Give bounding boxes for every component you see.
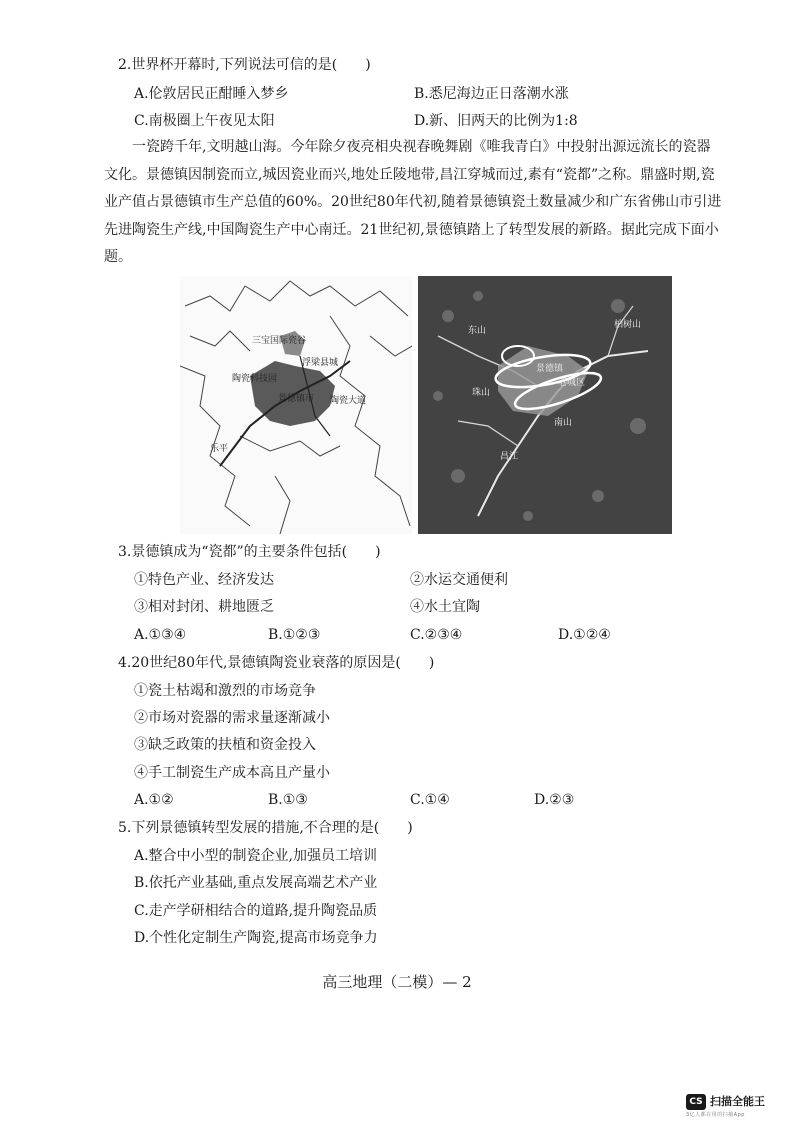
question-2-stem: 2.世界杯开幕时,下列说法可信的是( ) [118, 57, 371, 73]
map-label-zhushan: 珠山 [472, 388, 491, 398]
question-3-option-d: D.①②④ [558, 627, 611, 643]
map-label-sanbao: 三宝国际瓷谷 [252, 336, 307, 346]
question-5-option-d: D.个性化定制生产陶瓷,提高市场竞争力 [134, 930, 378, 946]
question-4-statement-4: ④手工制瓷生产成本高且产量小 [134, 765, 330, 781]
question-3-option-c: C.②③④ [410, 627, 463, 643]
map-label-baishushan: 柏树山 [614, 320, 642, 330]
question-4-option-d: D.②③ [534, 792, 575, 808]
question-5-stem: 5.下列景德镇转型发展的措施,不合理的是( ) [118, 820, 413, 836]
question-5-option-a: A.整合中小型的制瓷企业,加强员工培训 [134, 848, 378, 864]
question-3-statement-2: ②水运交通便利 [410, 572, 508, 588]
question-2-option-c: C.南极圈上午夜见太阳 [134, 113, 275, 129]
map-label-leping: 乐平 [210, 444, 229, 454]
map-label-keji: 陶瓷科技园 [232, 374, 278, 384]
question-4-option-a: A.①② [134, 792, 174, 808]
brand-name: 扫描全能王 [710, 1095, 765, 1108]
question-4-statement-3: ③缺乏政策的扶植和资金投入 [134, 737, 316, 753]
map-label-changjiang: 昌江 [500, 452, 519, 462]
camscanner-logo-icon: CS [686, 1094, 706, 1110]
jingdezhen-satellite-map [418, 276, 672, 534]
question-4-option-b: B.①③ [268, 792, 308, 808]
jingdezhen-area-map [180, 276, 412, 534]
question-3-option-a: A.①③④ [134, 627, 187, 643]
map-label-dongshan: 东山 [468, 326, 487, 336]
question-2-option-b: B.悉尼海边正日落潮水涨 [414, 86, 569, 102]
area-map-drawing [180, 276, 412, 534]
satellite-map-drawing [418, 276, 672, 534]
scanner-watermark [686, 1093, 786, 1117]
map-label-nanshan: 南山 [554, 418, 573, 428]
question-3-statement-3: ③相对封闭、耕地匮乏 [134, 599, 274, 615]
question-2-option-d: D.新、旧两天的比例为1:8 [414, 113, 578, 129]
question-5-option-b: B.依托产业基础,重点发展高端艺术产业 [134, 875, 378, 891]
reading-passage: 一瓷跨千年,文明越山海。今年除夕夜亮相央视春晚舞剧《唯我青白》中投射出源远流长的瓷器文化。景德镇因制瓷而立,城因瓷业而兴,地处丘陵地带,昌江穿城而过,素有“瓷都”之称。鼎盛时期,瓷业产值占景德镇市生产总值的60%。20世纪80年代初,随着景德镇瓷土数量减少和广东省佛山市引进先进陶瓷生产线,中国陶瓷生产中心南迁。21世纪初,景德镇踏上了转型发展的新路。据此完成下面小题。 [104, 139, 722, 265]
map-label-dadao: 陶瓷大道 [330, 396, 367, 406]
question-3-statement-1: ①特色产业、经济发达 [134, 572, 274, 588]
page-footer: 高三地理（二模）— 2 [322, 973, 472, 991]
map-label-city: 景德镇市 [278, 394, 315, 404]
question-3-statement-4: ④水土宜陶 [410, 599, 480, 615]
question-4-option-c: C.①④ [410, 792, 450, 808]
question-5-option-c: C.走产学研相结合的道路,提升陶瓷品质 [134, 903, 378, 919]
question-3-option-b: B.①②③ [268, 627, 321, 643]
question-3-stem: 3.景德镇成为“瓷都”的主要条件包括( ) [118, 544, 381, 560]
brand-subtitle: 3亿人都在用的扫描App [686, 1112, 745, 1118]
question-4-statement-1: ①瓷土枯竭和激烈的市场竞争 [134, 683, 316, 699]
map-label-laochengqu: 老城区 [558, 378, 586, 388]
question-2-option-a: A.伦敦居民正酣睡入梦乡 [134, 86, 289, 102]
map-label-fuliang: 浮梁县城 [302, 358, 339, 368]
question-4-stem: 4.20世纪80年代,景德镇陶瓷业衰落的原因是( ) [118, 655, 435, 671]
question-4-statement-2: ②市场对瓷器的需求量逐渐减小 [134, 710, 330, 726]
map-label-jingdezhen: 景德镇 [536, 364, 564, 374]
